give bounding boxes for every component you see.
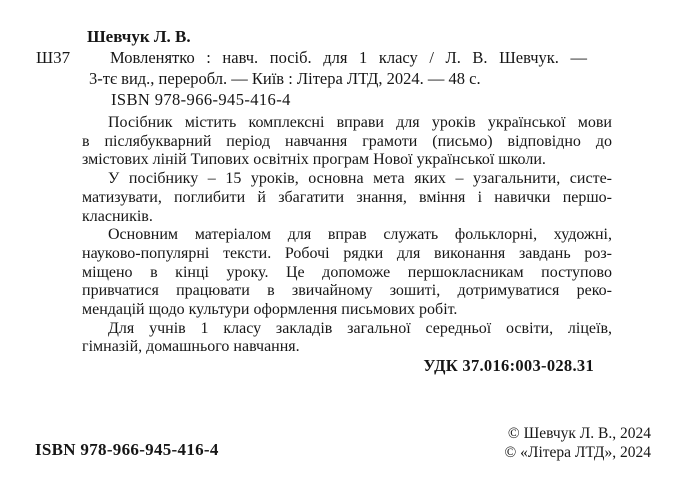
isbn-bottom: ISBN 978-966-945-416-4 xyxy=(35,440,219,459)
bibliographic-line: Мовленятко : навч. посіб. для 1 класу / Л. В. Шевчук. — xyxy=(110,48,587,67)
annotation-line: змістових ліній Типових освітніх програм Нової української школи. xyxy=(82,151,546,169)
annotation-line: привчатися працювати в звичайному зошиті, дотримуватися реко- xyxy=(82,282,612,300)
annotation-line: гімназій, домашнього навчання. xyxy=(82,338,300,356)
annotation-line: міщено в кінці уроку. Це допоможе першокласникам поступово xyxy=(82,263,612,281)
annotation-line: Основним матеріалом для вправ служать фольклорні, художні, xyxy=(108,226,612,244)
annotation-line: Посібник містить комплексні вправи для уроків української мови xyxy=(108,114,612,131)
annotation-line: в післябукварний період навчання грамоти (письмо) відповідно до xyxy=(82,132,612,150)
annotation-line: науково-популярні тексти. Робочі рядки для виконання завдань роз- xyxy=(82,244,612,262)
author-name: Шевчук Л. В. xyxy=(87,27,191,46)
shelf-code: Ш37 xyxy=(36,48,71,67)
bibliographic-line: 3-тє вид., переробл. — Київ : Літера ЛТД, 2024. — 48 с. xyxy=(89,69,481,88)
annotation-line: У посібнику – 15 уроків, основна мета яких – узагальнити, систе- xyxy=(108,170,612,188)
annotation-line: матизувати, поглибити й збагатити знання, вміння і навички першо- xyxy=(82,188,612,206)
copyright-publisher: © «Літера ЛТД», 2024 xyxy=(504,443,651,461)
udc-code: УДК 37.016:003-028.31 xyxy=(423,356,594,375)
annotation-text xyxy=(82,114,612,357)
copyright-author: © Шевчук Л. В., 2024 xyxy=(507,425,651,442)
annotation-line: Для учнів 1 класу закладів загальної середньої освіти, ліцеїв, xyxy=(108,319,612,337)
isbn-top: ISBN 978-966-945-416-4 xyxy=(111,90,291,109)
annotation-line: класників. xyxy=(82,207,153,225)
copyright-block xyxy=(505,425,651,462)
annotation-line: мендацій щодо культури оформлення письмових робіт. xyxy=(82,301,458,319)
